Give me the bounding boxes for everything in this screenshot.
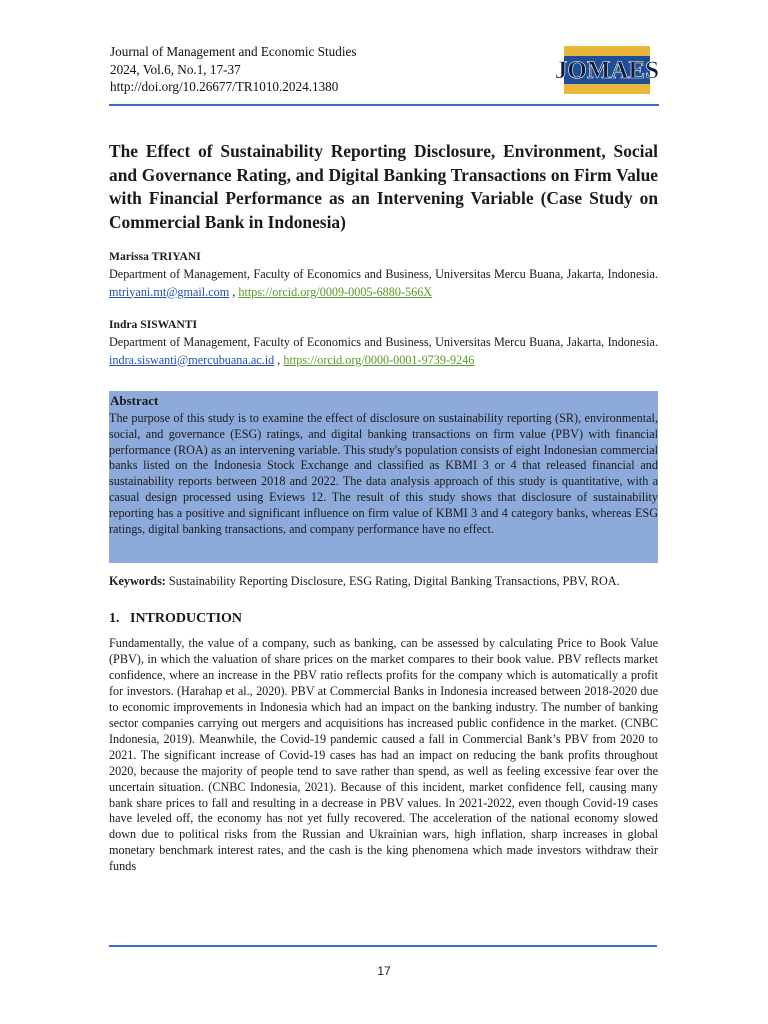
author-affiliation: Department of Management, Faculty of Economics and Business, Universitas Mercu Buana, Jakarta, Indonesia. indra.siswanti@mercubuana.ac.id , https://orcid.org/0000-0001-9739-9246 [109, 335, 658, 367]
abstract-heading: Abstract [110, 393, 159, 408]
section-body: Fundamentally, the value of a company, such as banking, can be assessed by calculating Price to Book Value (PBV), in which the valuation of share prices on the market compares to their book value. PBV reflects market confidence, where an increase in the PBV ratio reflects profits for the company which is automatically a profit for investors. (Harahap et al., 2020). PBV at Commercial Banks in Indonesia increased between 2018-2020 due to economic improvements in Indonesia which had an impact on the banking industry. The number of banking sector companies carrying out mergers and acquisitions has increased public confidence in the market. (CNBC Indonesia, 2019). Meanwhile, the Covid-19 pandemic caused a fall in Commercial Bank’s PBV from 2020 to 2021. The significant increase of Covid-19 cases has had an impact on reducing the bank profits throughout 2020, because the majority of people tend to save rather than spend, as well as feeling excessive fear over the uncertain situation. (CNBC Indonesia, 2021). Because of this incident, market confidence fell, causing many bank share prices to fall and resulting in a decrease in PBV values. In 2021-2022, even though Covid-19 cases have leveled off, the economy has not yet fully recovered. The acceleration of the national economy slowed down due to political risks from the Russian and Ukrainian wars, high inflation, sharp increases in global monetary benchmark interest rates, and the cash is the king phenomena which made investors withdraw their funds [109, 636, 658, 874]
author-orcid-link[interactable]: https://orcid.org/0009-0005-6880-566X [238, 284, 433, 299]
abstract-box [109, 391, 658, 563]
journal-volume: 2024, Vol.6, No.1, 17-37 [110, 61, 241, 77]
author-email-link[interactable]: mtriyani.mt@gmail.com [109, 284, 230, 299]
affiliation-text: Department of Management, Faculty of Economics and Business, Universitas Mercu Buana, Jakarta, Indonesia. [109, 267, 658, 281]
jomaes-logo [554, 44, 660, 96]
abstract-text: The purpose of this study is to examine the effect of disclosure on sustainability reporting (SR), environmental, social, and governance (ESG) ratings, and digital banking transactions on firm value (PBV) with financial performance (ROA) as an intervening variable. This study's population consists of eight Indonesian commercial banks listed on the Indonesia Stock Exchange and classified as KBMI 3 or 4 that released financial and sustainability reports between 2018 and 2022. The data analysis approach of this study is quantitative, with a casual design processed using Eviews 12. The result of this study shows that disclosure of sustainability reporting has a positive and significant influence on firm value of KBMI 3 and 4 category banks, whereas ESG ratings, digital banking transactions, and company performance have no effect. [109, 411, 658, 536]
journal-name: Journal of Management and Economic Studies [110, 44, 357, 59]
footer-rule [109, 945, 657, 947]
section-heading: 1. INTRODUCTION [109, 611, 243, 626]
journal-header [110, 43, 660, 103]
author-orcid-link[interactable]: https://orcid.org/0000-0001-9739-9246 [283, 352, 475, 367]
author-email-link[interactable]: indra.siswanti@mercubuana.ac.id [109, 352, 275, 367]
journal-doi: http://doi.org/10.26677/TR1010.2024.1380 [110, 79, 339, 94]
affiliation-text: Department of Management, Faculty of Economics and Business, Universitas Mercu Buana, Jakarta, Indonesia. [109, 335, 658, 349]
keywords-text: Sustainability Reporting Disclosure, ESG Rating, Digital Banking Transactions, PBV, ROA. [168, 574, 620, 588]
header-rule [109, 104, 659, 106]
page-number: 17 [377, 964, 391, 978]
keywords [109, 573, 658, 590]
paper-title: The Effect of Sustainability Reporting Disclosure, Environment, Social and Governance Rating, and Digital Banking Transactions on Firm Value with Financial Performance as an Intervening Variable (Case Study on Commercial Bank in Indonesia) [109, 141, 658, 232]
author-name: Marissa TRIYANI [109, 250, 201, 263]
logo-text: JOMAES [554, 57, 660, 84]
keywords-label: Keywords: [109, 574, 166, 588]
author-name: Indra SISWANTI [109, 318, 197, 331]
author-affiliation: Department of Management, Faculty of Economics and Business, Universitas Mercu Buana, Jakarta, Indonesia. mtriyani.mt@gmail.com , https://orcid.org/0009-0005-6880-566X [109, 267, 658, 299]
